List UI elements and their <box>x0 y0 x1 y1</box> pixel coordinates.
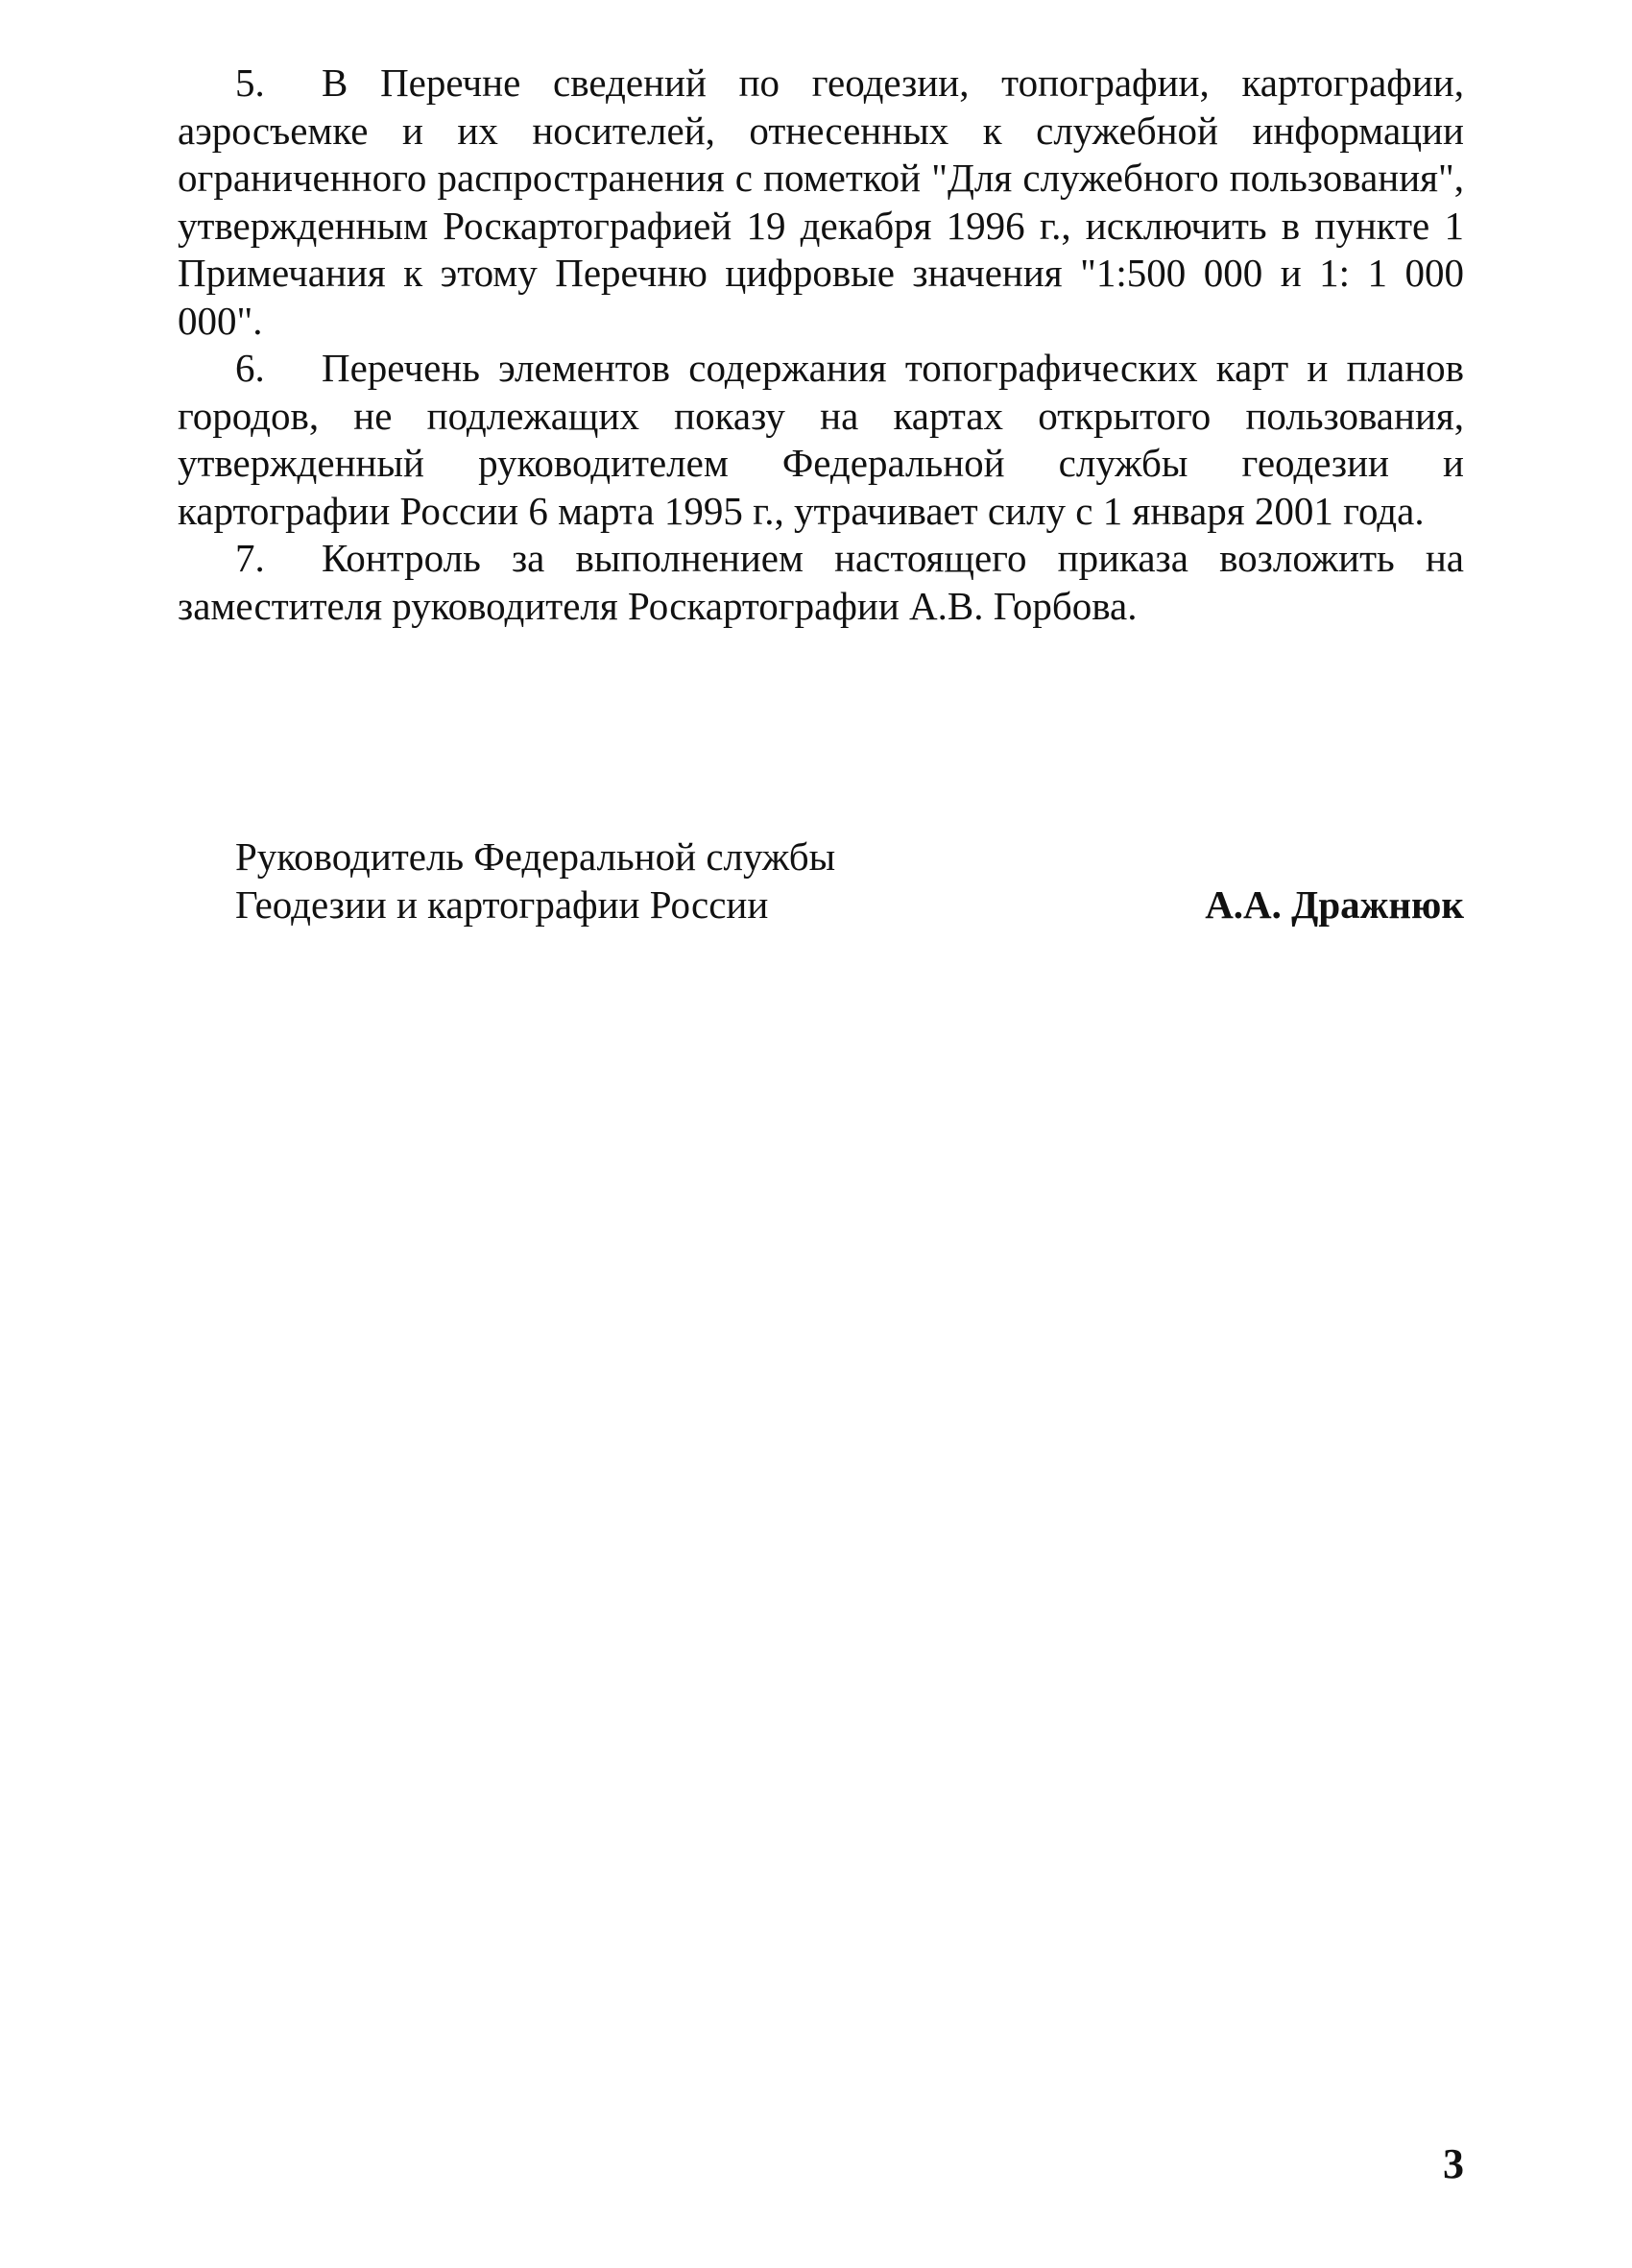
paragraph-text: Контроль за выполнением настоящего приказа возложить на заместителя руководителя Роскартографии А.В. Горбова. <box>178 536 1464 628</box>
paragraph-text: В Перечне сведений по геодезии, топографии, картографии, аэросъемке и их носителей, отнесенных к служебной информации ограниченного распространения с пометкой "Для служебного пользования", утвержденным Роскартографией 19 декабря 1996 г., исключить в пункте 1 Примечания к этому Перечню цифровые значения "1:500 000 и 1: 1 000 000". <box>178 60 1464 343</box>
signatory-position-line-2: Геодезии и картографии России <box>235 881 769 927</box>
paragraph-number: 7. <box>235 536 265 580</box>
paragraph-number: 6. <box>235 346 265 390</box>
signature-block <box>235 833 1464 929</box>
paragraph-7 <box>178 535 1464 630</box>
paragraph-text: Перечень элементов содержания топографических карт и планов городов, не подлежащих показу на картах открытого пользования, утвержденный руководителем Федеральной службы геодезии и картографии России 6 марта 1995 г., утрачивает силу с 1 января 2001 года. <box>178 346 1464 533</box>
paragraph-number: 5. <box>235 60 265 105</box>
signature-row <box>235 881 1464 929</box>
page-number: 3 <box>1443 2140 1464 2187</box>
signatory-position-line-1: Руководитель Федеральной службы <box>235 834 836 879</box>
document-body <box>178 60 1464 630</box>
signatory-name: А.А. Дражнюк <box>1205 881 1464 927</box>
paragraph-5 <box>178 60 1464 345</box>
paragraph-6 <box>178 345 1464 535</box>
